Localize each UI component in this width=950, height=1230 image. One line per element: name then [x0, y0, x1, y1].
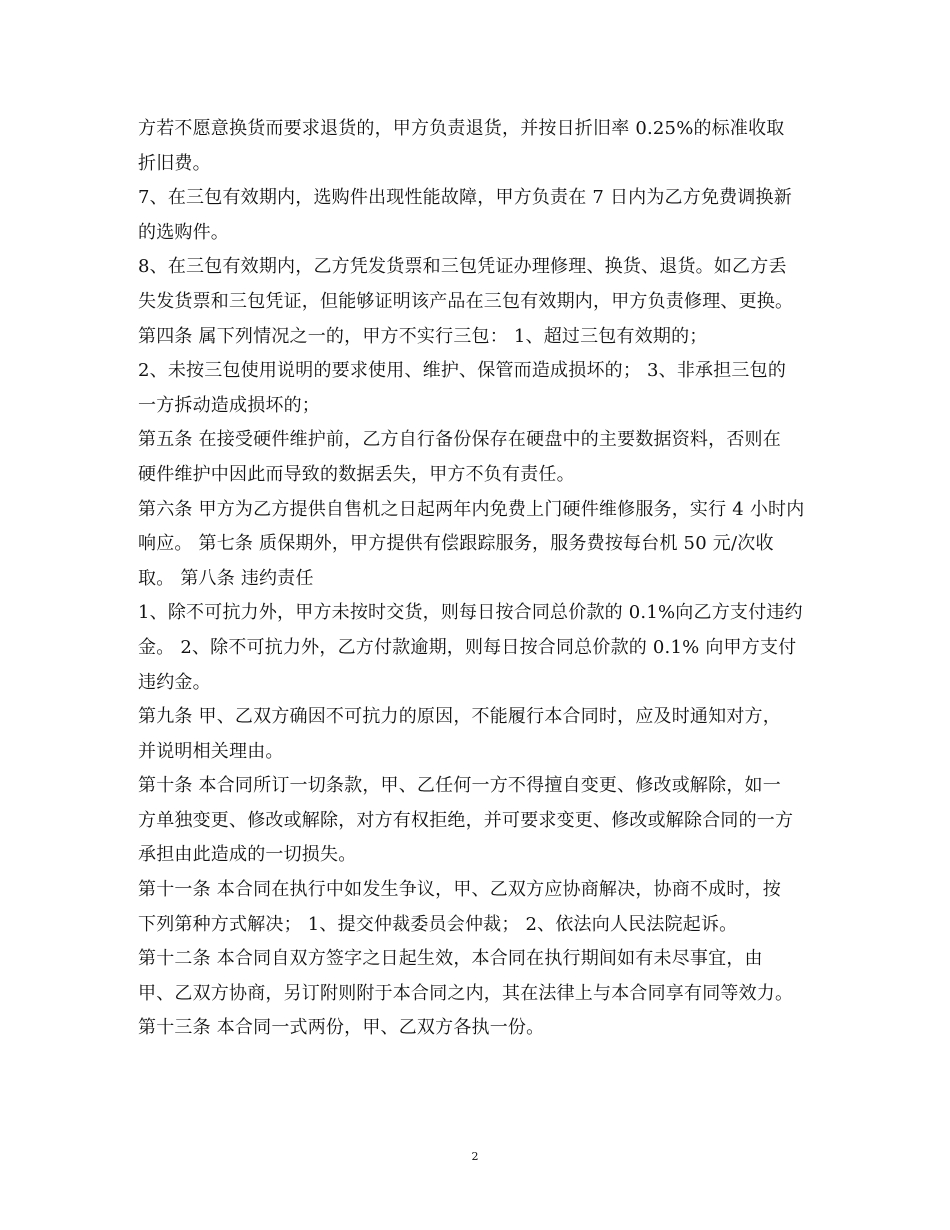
- text-line: 的选购件。: [138, 221, 229, 243]
- text-line: 承担由此造成的一切损失。: [138, 844, 357, 866]
- text-line: 第四条 属下列情况之一的，甲方不实行三包： 1、超过三包有效期的；: [138, 325, 708, 347]
- text-line: 方单独变更、修改或解除，对方有权拒绝，并可要求变更、修改或解除合同的一方: [138, 809, 794, 831]
- text-line: 第十一条 本合同在执行中如发生争议，甲、乙双方应协商解决，协商不成时，按: [138, 879, 781, 901]
- text-line: 响应。 第七条 质保期外，甲方提供有偿跟踪服务，服务费按每台机 50 元/次收: [138, 533, 774, 555]
- text-line: 折旧费。: [138, 152, 211, 174]
- text-line: 1、除不可抗力外，甲方未按时交货，则每日按合同总价款的 0.1%向乙方支付违约: [138, 602, 803, 624]
- page-number: 2: [471, 1150, 479, 1163]
- text-line: 下列第种方式解决； 1、提交仲裁委员会仲裁； 2、依法向人民法院起诉。: [138, 913, 738, 935]
- document-body: [138, 112, 818, 1046]
- text-line: 硬件维护中因此而导致的数据丢失，甲方不负有责任。: [138, 463, 575, 485]
- text-line: 方若不愿意换货而要求退货的，甲方负责退货，并按日折旧率 0.25%的标准收取: [138, 118, 785, 139]
- text-line: 并说明相关理由。: [138, 740, 284, 762]
- text-line: 第六条 甲方为乙方提供自售机之日起两年内免费上门硬件维修服务，实行 4 小时内: [138, 498, 805, 520]
- text-line: 金。 2、除不可抗力外，乙方付款逾期，则每日按合同总价款的 0.1% 向甲方支付: [138, 636, 797, 658]
- text-line: 取。 第八条 违约责任: [138, 567, 314, 589]
- text-line: 第九条 甲、乙双方确因不可抗力的原因，不能履行本合同时，应及时通知对方，: [138, 706, 781, 728]
- text-line: 第五条 在接受硬件维护前，乙方自行备份保存在硬盘中的主要数据资料，否则在: [138, 429, 781, 451]
- text-line: 第十二条 本合同自双方签字之日起生效，本合同在执行期间如有未尽事宜，由: [138, 948, 763, 970]
- text-line: 一方拆动造成损坏的；: [138, 394, 320, 416]
- text-line: 失发货票和三包凭证，但能够证明该产品在三包有效期内，甲方负责修理、更换。: [138, 290, 794, 312]
- text-line: 2、未按三包使用说明的要求使用、维护、保管而造成损坏的； 3、非承担三包的: [138, 360, 787, 382]
- text-line: 违约金。: [138, 671, 211, 693]
- text-line: 第十条 本合同所订一切条款，甲、乙任何一方不得擅自变更、修改或解除，如一: [138, 775, 781, 797]
- text-line: 甲、乙双方协商，另订附则附于本合同之内，其在法律上与本合同享有同等效力。: [138, 982, 794, 1004]
- text-line: 7、在三包有效期内，选购件出现性能故障，甲方负责在 7 日内为乙方免费调换新: [138, 187, 792, 209]
- text-line: 第十三条 本合同一式两份，甲、乙双方各执一份。: [138, 1017, 545, 1039]
- text-line: 8、在三包有效期内，乙方凭发货票和三包凭证办理修理、换货、退货。如乙方丢: [138, 256, 787, 278]
